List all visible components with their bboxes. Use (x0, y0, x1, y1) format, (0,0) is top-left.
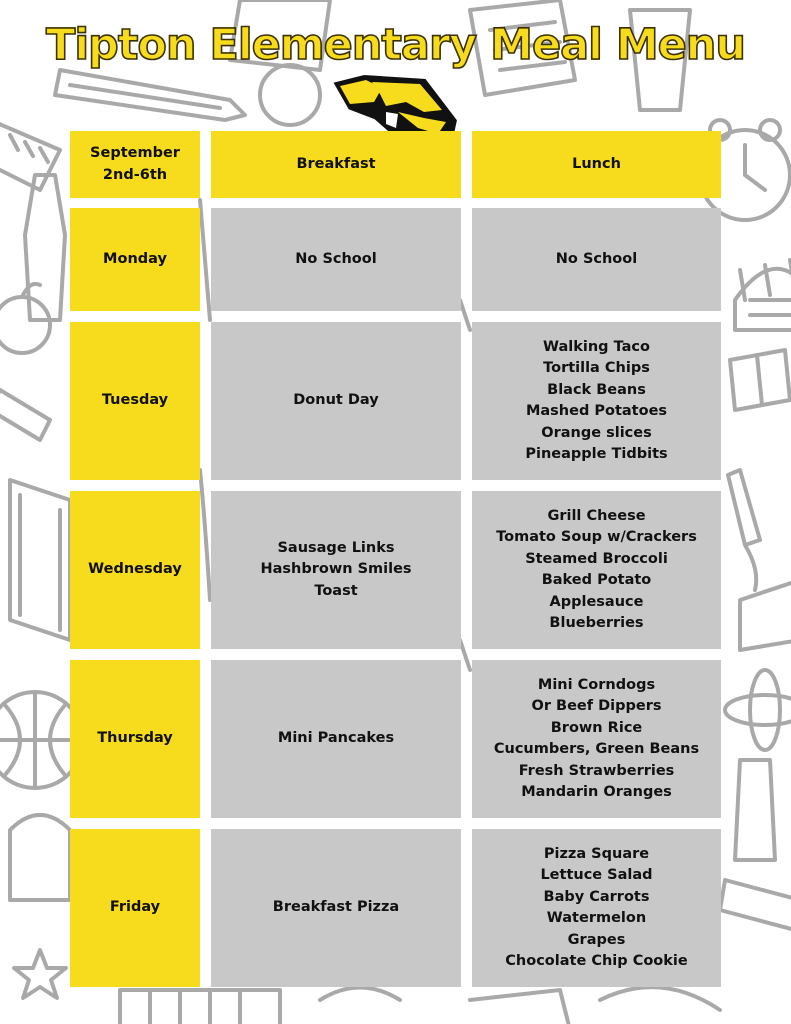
day-label: Tuesday (101, 392, 169, 409)
breakfast-cell-friday (211, 829, 461, 987)
menu-item: Steamed Broccoli (525, 550, 668, 567)
day-label: Thursday (97, 730, 173, 747)
menu-item: Fresh Strawberries (518, 762, 675, 779)
day-label: Friday (109, 899, 161, 916)
star-icon (14, 950, 66, 998)
menu-item: Breakfast Pizza (272, 899, 400, 916)
menu-item: Donut Day (293, 392, 379, 409)
menu-item: Chocolate Chip Cookie (505, 953, 688, 969)
ball-icon (260, 65, 320, 125)
lunch-cell-friday (472, 829, 721, 987)
day-cell-monday (70, 208, 200, 311)
day-cell-wednesday (70, 491, 200, 649)
day-label: Wednesday (88, 561, 182, 578)
menu-item: Mashed Potatoes (525, 403, 668, 419)
menu-item: Sausage Links (277, 539, 395, 556)
week-header-cell (70, 131, 200, 198)
menu-item: Pizza Square (543, 845, 650, 862)
menu-item: Black Beans (547, 381, 646, 398)
day-cell-tuesday (70, 322, 200, 480)
day-cell-friday (70, 829, 200, 987)
menu-item: Or Beef Dippers (531, 698, 662, 714)
menu-item: Baked Potato (541, 572, 652, 588)
menu-item: Toast (314, 582, 358, 599)
breakfast-cell-tuesday (211, 322, 461, 480)
lunch-header-label: Lunch (572, 155, 621, 172)
menu-item: Mini Corndogs (537, 676, 656, 693)
glue-stick-icon (735, 760, 775, 860)
breakfast-header-cell (211, 131, 461, 198)
week-label-line1: September (90, 145, 180, 161)
day-cell-thursday (70, 660, 200, 818)
menu-item: Blueberries (549, 615, 644, 631)
menu-item: Orange slices (541, 424, 652, 441)
lunch-cell-tuesday (472, 322, 721, 480)
day-label: Monday (103, 250, 167, 267)
menu-item: No School (295, 250, 377, 267)
apple-icon (0, 297, 50, 353)
calendar-icon (120, 990, 280, 1024)
menu-item: Cucumbers, Green Beans (493, 741, 700, 757)
lunch-cell-wednesday (472, 491, 721, 649)
breakfast-header-label: Breakfast (296, 155, 376, 172)
menu-item: Lettuce Salad (540, 867, 653, 883)
menu-item: Grill Cheese (547, 507, 646, 524)
breakfast-cell-wednesday (211, 491, 461, 649)
menu-item: No School (555, 250, 638, 267)
breakfast-cell-monday (211, 208, 461, 311)
menu-item: Hashbrown Smiles (260, 561, 412, 578)
menu-item: Grapes (567, 931, 626, 948)
menu-item: Tortilla Chips (543, 360, 650, 376)
menu-item: Watermelon (546, 910, 647, 926)
menu-item: Mandarin Oranges (521, 784, 672, 800)
page-title: Tipton Elementary Meal Menu (45, 20, 746, 70)
lunch-header-cell (472, 131, 721, 198)
menu-item: Brown Rice (550, 719, 643, 736)
menu-item: Pineapple Tidbits (525, 446, 668, 462)
breakfast-cell-thursday (211, 660, 461, 818)
menu-item: Tomato Soup w/Crackers (496, 529, 697, 545)
menu-item: Walking Taco (543, 338, 650, 355)
week-label-line2: 2nd-6th (102, 166, 168, 183)
menu-item: Baby Carrots (543, 888, 650, 905)
lunch-cell-thursday (472, 660, 721, 818)
menu-item: Mini Pancakes (277, 730, 395, 747)
pencil-icon (55, 70, 245, 120)
lunch-cell-monday (472, 208, 721, 311)
menu-item: Applesauce (549, 593, 644, 610)
